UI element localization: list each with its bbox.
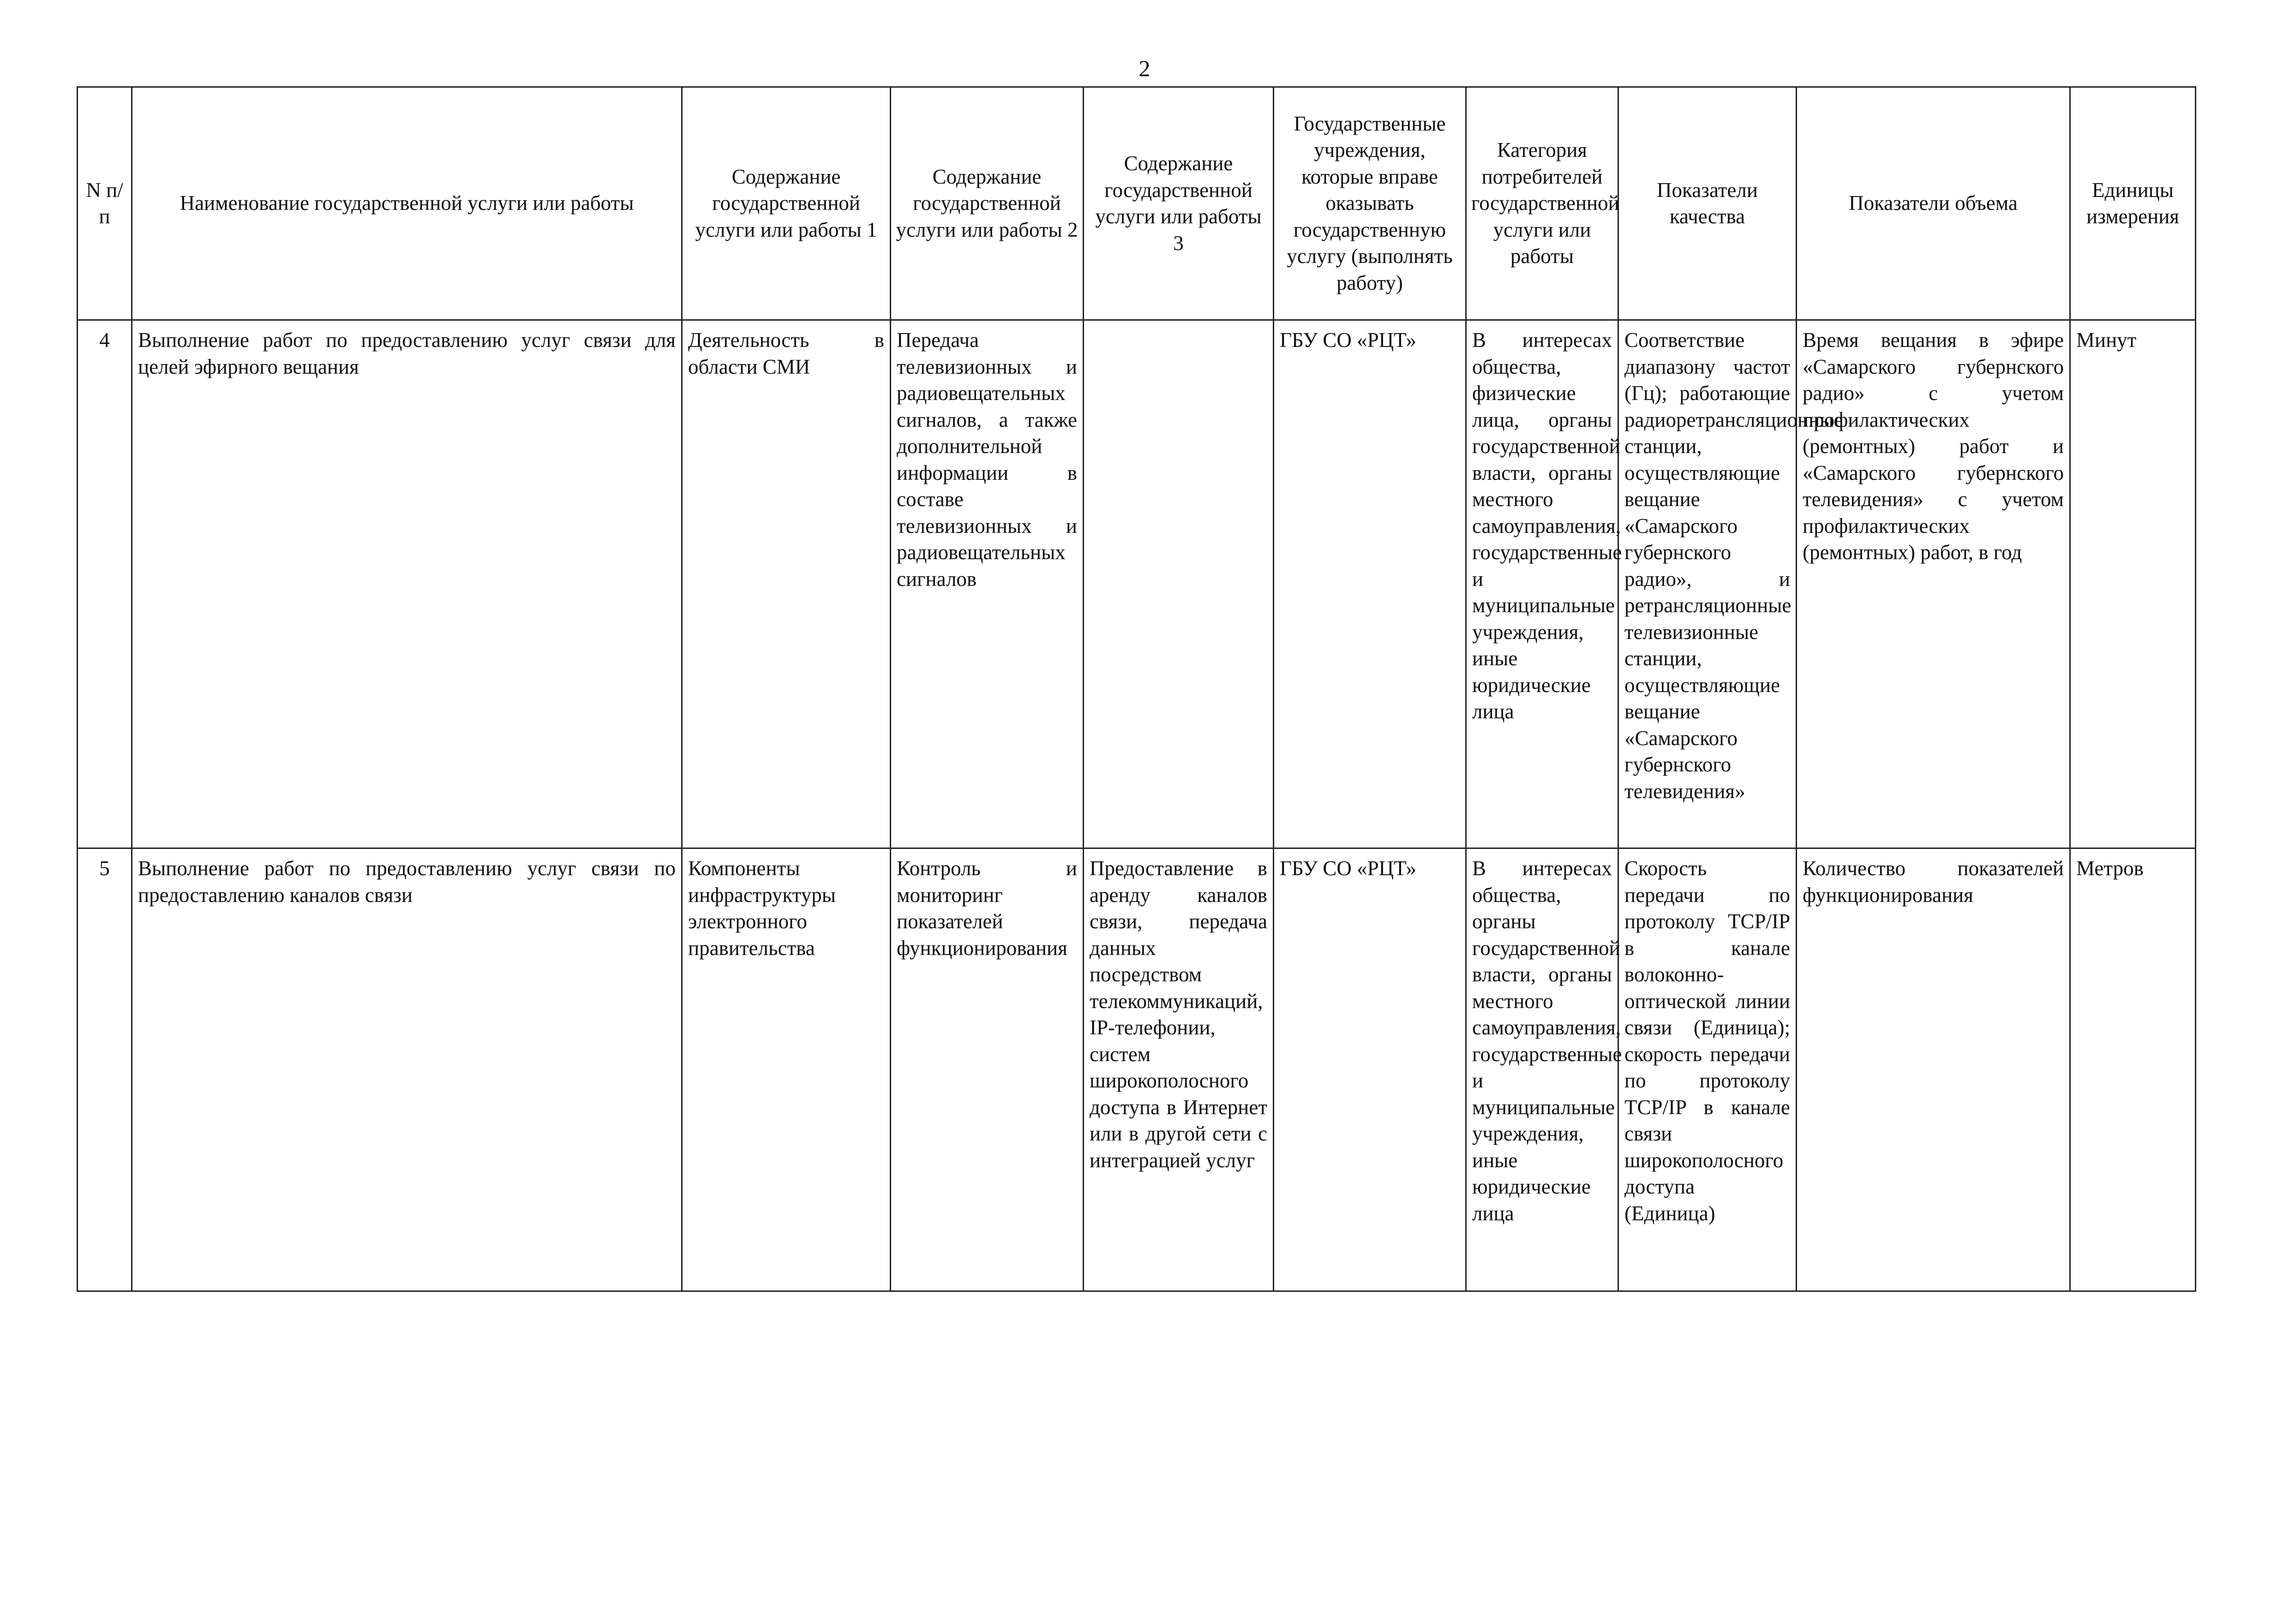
unit: Метров	[2070, 848, 2196, 1291]
consumers: В интересах общества, органы государственной власти, органы местного самоуправления, государственные и муниципальные учреждения, иные юридические лица	[1466, 848, 1618, 1291]
header-unit: Единицы измерения	[2070, 87, 2196, 320]
consumers: В интересах общества, физические лица, органы государственной власти, органы местного самоуправления, государственные и муниципальные учреждения, иные юридические лица	[1466, 320, 1618, 848]
header-content-3: Содержание государственной услуги или работы 3	[1084, 87, 1274, 320]
institution: ГБУ СО «РЦТ»	[1274, 320, 1466, 848]
service-name: Выполнение работ по предоставлению услуг связи для целей эфирного вещания	[132, 320, 682, 848]
table-row	[78, 320, 2196, 848]
row-number: 4	[78, 320, 132, 848]
unit: Минут	[2070, 320, 2196, 848]
content-2: Передача телевизионных и радиовещательных сигналов, а также дополнительной информации в составе телевизионных и радиовещательных сигналов	[891, 320, 1084, 848]
header-quality: Показатели качества	[1618, 87, 1797, 320]
table-row	[78, 848, 2196, 1291]
header-content-1: Содержание государственной услуги или работы 1	[682, 87, 891, 320]
volume-indicators: Время вещания в эфире «Самарского губернского радио» с учетом профилактических (ремонтных) работ и «Самарского губернского телевидения» с учетом профилактических (ремонтных) работ, в год	[1797, 320, 2070, 848]
content-3: Предоставление в аренду каналов связи, передача данных посредством телекоммуникаций, IP-телефонии, систем широкополосного доступа в Интернет или в другой сети с интеграцией услуг	[1084, 848, 1274, 1291]
quality-indicators: Скорость передачи по протоколу TCP/IP в канале волоконно-оптической линии связи (Единица); скорость передачи по протоколу TCP/IP в канале связи широкополосного доступа (Единица)	[1618, 848, 1797, 1291]
table-header-row	[78, 87, 2196, 320]
header-consumers: Категория потребителей государственной услуги или работы	[1466, 87, 1618, 320]
content-1: Деятельность в области СМИ	[682, 320, 891, 848]
services-table	[77, 86, 2196, 1292]
header-number: N п/п	[78, 87, 132, 320]
header-volume: Показатели объема	[1797, 87, 2070, 320]
row-number: 5	[78, 848, 132, 1291]
institution: ГБУ СО «РЦТ»	[1274, 848, 1466, 1291]
page-number: 2	[1139, 55, 1150, 81]
header-service-name: Наименование государственной услуги или работы	[132, 87, 682, 320]
header-content-2: Содержание государственной услуги или работы 2	[891, 87, 1084, 320]
service-name: Выполнение работ по предоставлению услуг связи по предоставлению каналов связи	[132, 848, 682, 1291]
content-1: Компоненты инфраструктуры электронного правительства	[682, 848, 891, 1291]
header-institutions: Государственные учреждения, которые вправе оказывать государственную услугу (выполнять работу)	[1274, 87, 1466, 320]
content-3	[1084, 320, 1274, 848]
volume-indicators: Количество показателей функционирования	[1797, 848, 2070, 1291]
content-2: Контроль и мониторинг показателей функционирования	[891, 848, 1084, 1291]
quality-indicators: Соответствие диапазону частот (Гц); работающие радиоретрансляционные станции, осуществляющие вещание «Самарского губернского радио», и ретрансляционные телевизионные станции, осуществляющие вещание «Самарского губернского телевидения»	[1618, 320, 1797, 848]
